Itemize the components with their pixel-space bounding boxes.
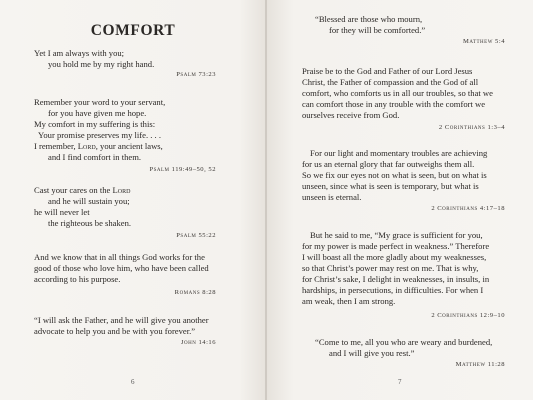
passage-psalm-55: [34, 185, 131, 229]
verse-text: Cast your cares on the: [34, 185, 113, 195]
verse-line: can comfort those in any trouble with the comfort we: [302, 99, 486, 109]
scripture-reference: Matthew 5:4: [463, 38, 505, 45]
passage-2corinthians-1: [302, 66, 493, 121]
verse-line: Praise be to the God and Father of our Lord Jesus: [302, 66, 473, 76]
verse-line: ourselves receive from God.: [302, 110, 400, 120]
verse-line: So we fix our eyes not on what is seen, but on what is: [302, 170, 487, 180]
page-number: 6: [131, 378, 135, 386]
passage-2corinthians-12: [302, 230, 489, 307]
scripture-reference: Psalm 55:22: [176, 232, 216, 239]
verse-line: for Christ’s sake, I delight in weaknesses, in insults, in: [302, 274, 490, 284]
verse-line: [34, 185, 131, 196]
divine-name: Lord: [112, 185, 131, 195]
verse-line: you hold me by my right hand.: [48, 59, 155, 69]
verse-line: the righteous be shaken.: [48, 218, 132, 228]
verse-line: for you have given me hope.: [48, 108, 147, 118]
scripture-reference: Romans 8:28: [174, 289, 216, 296]
verse-line: hardships, in persecutions, in difficulties. For when I: [302, 285, 484, 295]
divine-name: Lord: [77, 141, 96, 151]
verse-line: he will never let: [34, 207, 90, 217]
verse-line: “Blessed are those who mourn,: [315, 14, 423, 24]
verse-line: Christ, the Father of compassion and the God of all: [302, 77, 479, 87]
verse-line: “Come to me, all you who are weary and burdened,: [315, 337, 493, 347]
right-page: [267, 0, 533, 400]
verse-line: so that Christ’s power may rest on me. That is why,: [302, 263, 479, 273]
verse-line: and I find comfort in them.: [48, 152, 142, 162]
verse-line: unseen, since what is seen is temporary, but what is: [302, 181, 479, 191]
verse-text: , your ancient laws,: [95, 141, 163, 151]
verse-line: for us an eternal glory that far outweighs them all.: [302, 159, 475, 169]
passage-john-14: [34, 315, 209, 337]
verse-line: good of those who love him, who have been called: [34, 263, 209, 273]
scripture-reference: Psalm 73:23: [176, 71, 216, 78]
verse-line: [34, 141, 165, 152]
verse-line: And we know that in all things God works for the: [34, 252, 205, 262]
passage-matthew-5: [315, 14, 425, 36]
scripture-reference: Matthew 11:28: [455, 361, 505, 368]
scripture-reference: Psalm 119:49–50, 52: [149, 166, 216, 173]
verse-line: My comfort in my suffering is this:: [34, 119, 156, 129]
verse-line: advocate to help you and be with you forever.”: [34, 326, 196, 336]
verse-line: unseen is eternal.: [302, 192, 362, 202]
verse-line: and I will give you rest.”: [329, 348, 415, 358]
passage-psalm-119: [34, 97, 165, 163]
verse-line: and he will sustain you;: [48, 196, 130, 206]
page-title: COMFORT: [90, 22, 176, 39]
verse-line: comfort, who comforts us in all our troubles, so that we: [302, 88, 493, 98]
passage-romans-8: [34, 252, 209, 285]
verse-line: for my power is made perfect in weakness.” Therefore: [302, 241, 490, 251]
verse-text: I remember,: [34, 141, 78, 151]
page-number: 7: [398, 378, 402, 386]
verse-line: Your promise preserves my life. . . .: [38, 130, 162, 140]
verse-line: But he said to me, “My grace is sufficient for you,: [310, 230, 483, 240]
scripture-reference: 2 Corinthians 1:3–4: [438, 124, 505, 131]
verse-line: “I will ask the Father, and he will give you another: [34, 315, 209, 325]
passage-psalm-73: [34, 48, 154, 70]
scripture-reference: John 14:16: [180, 339, 216, 346]
passage-matthew-11: [315, 337, 492, 359]
verse-line: Yet I am always with you;: [34, 48, 125, 58]
verse-line: for they will be comforted.”: [329, 25, 426, 35]
verse-line: Remember your word to your servant,: [34, 97, 166, 107]
passage-2corinthians-4: [302, 148, 487, 203]
verse-line: according to his purpose.: [34, 274, 121, 284]
scripture-reference: 2 Corinthians 12:9–10: [431, 312, 505, 319]
scripture-reference: 2 Corinthians 4:17–18: [431, 205, 505, 212]
left-page: [0, 0, 266, 400]
verse-line: For our light and momentary troubles are achieving: [310, 148, 488, 158]
verse-line: am weak, then I am strong.: [302, 296, 396, 306]
verse-line: I will boast all the more gladly about my weaknesses,: [302, 252, 487, 262]
